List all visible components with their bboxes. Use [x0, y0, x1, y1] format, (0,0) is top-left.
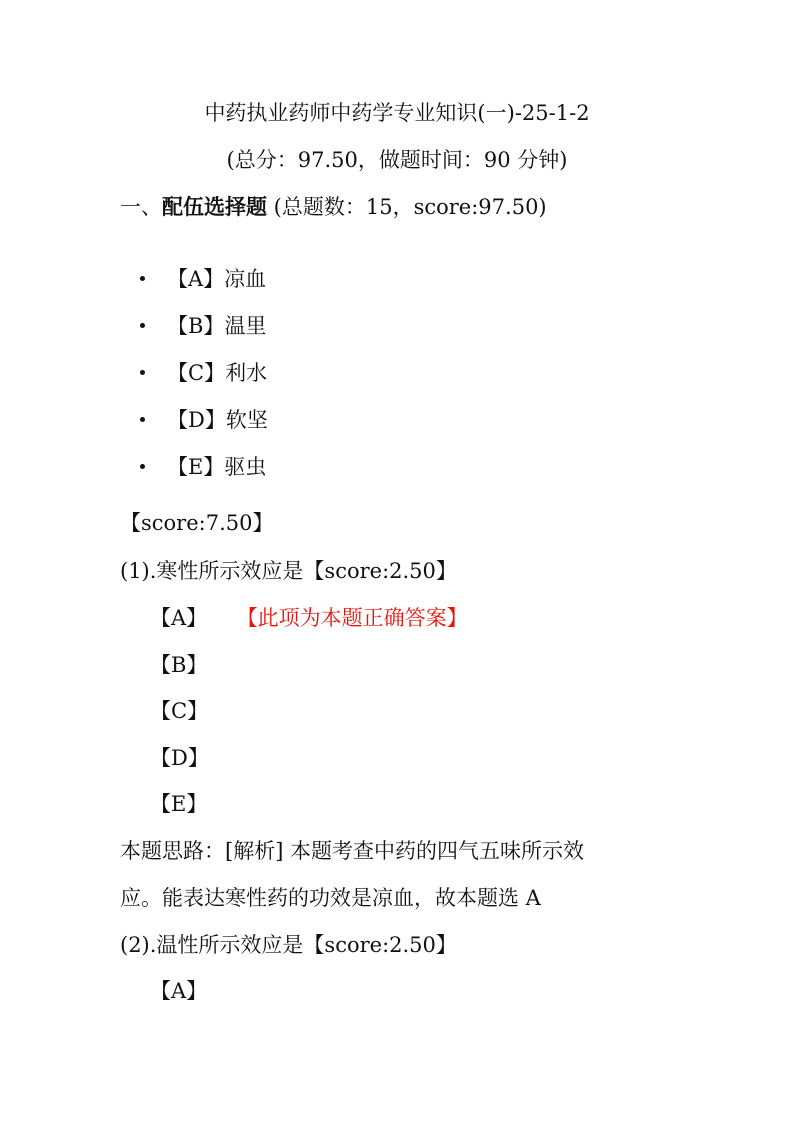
option-key: 【E】	[167, 454, 225, 479]
question-1-answer-d: 【D】	[150, 746, 209, 770]
option-item	[140, 443, 268, 490]
option-item	[140, 255, 268, 302]
bullet-icon	[140, 417, 145, 422]
answer-key: 【A】	[150, 606, 208, 630]
option-text: 驱虫	[224, 454, 267, 479]
option-text: 温里	[224, 313, 267, 338]
question-2-text: (2).温性所示效应是【score:2.50】	[120, 933, 457, 957]
question-1-answer-e: 【E】	[150, 792, 208, 816]
explanation-line-2: 应。能表达寒性药的功效是凉血，故本题选 A	[120, 886, 541, 910]
option-text: 软坚	[225, 407, 268, 432]
page-subtitle: (总分：97.50，做题时间：90 分钟)	[226, 148, 568, 172]
question-1-answer-a	[150, 603, 468, 633]
option-text: 利水	[225, 360, 268, 385]
page-title: 中药执业药师中药学专业知识(一)-25-1-2	[204, 101, 590, 125]
correct-answer-note: 【此项为本题正确答案】	[247, 606, 468, 630]
option-key: 【A】	[167, 266, 225, 291]
question-2-answer-a: 【A】	[150, 979, 208, 1003]
option-item	[140, 349, 268, 396]
section-name: 配伍选择题	[162, 194, 267, 219]
bullet-icon	[140, 323, 145, 328]
option-key: 【B】	[167, 313, 225, 338]
bullet-icon	[140, 464, 145, 469]
option-key: 【D】	[167, 407, 226, 432]
question-1-answer-b: 【B】	[150, 653, 208, 677]
section-meta: (总题数：15，score:97.50)	[267, 195, 547, 219]
bullet-icon	[140, 370, 145, 375]
option-item	[140, 302, 268, 349]
group-score: 【score:7.50】	[120, 511, 274, 535]
question-1-text: (1).寒性所示效应是【score:2.50】	[120, 559, 457, 583]
option-key: 【C】	[167, 360, 226, 385]
option-list	[140, 255, 268, 490]
explanation-line-1: 本题思路：[解析] 本题考查中药的四气五味所示效	[120, 839, 585, 863]
option-item	[140, 396, 268, 443]
question-1-answer-c: 【C】	[150, 699, 209, 723]
bullet-icon	[140, 276, 145, 281]
section-prefix: 一、	[120, 195, 162, 219]
option-text: 凉血	[224, 266, 267, 291]
section-heading	[120, 192, 547, 222]
